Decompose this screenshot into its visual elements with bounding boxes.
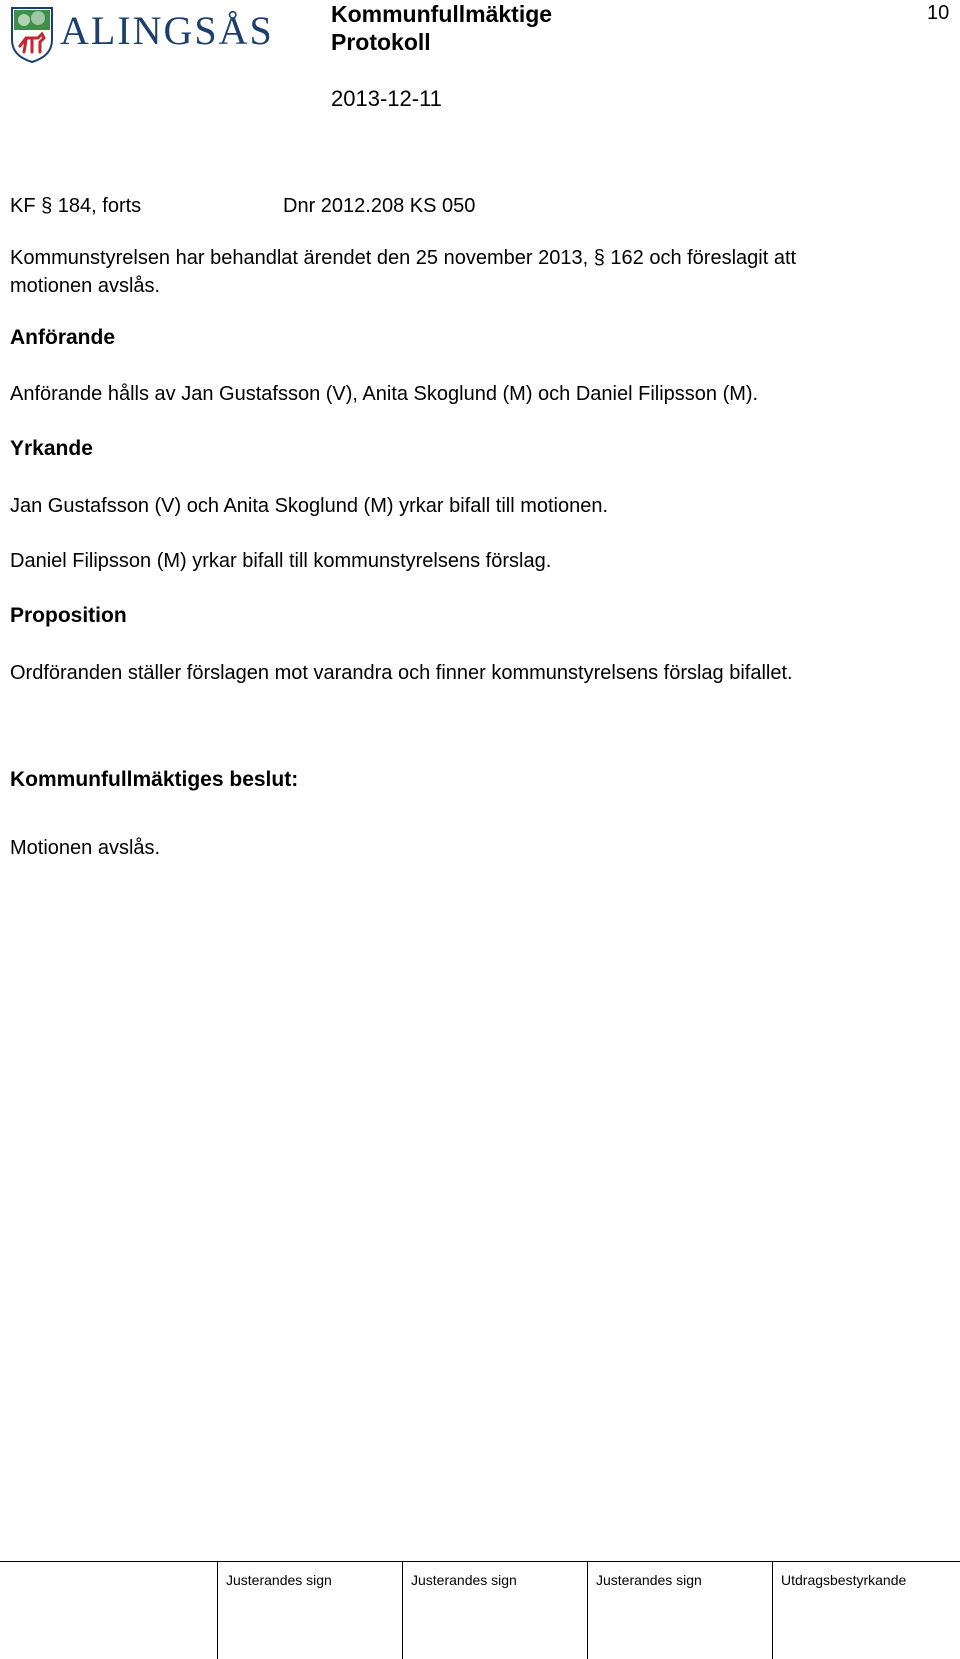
- yrkande-heading: Yrkande: [10, 437, 93, 460]
- alingsas-logo: [10, 6, 290, 64]
- logo-wordmark: ALINGSÅS: [60, 8, 274, 53]
- signature-label: Justerandes sign: [411, 1572, 517, 1588]
- case-reference: KF § 184, forts: [10, 195, 142, 217]
- decision-text: Motionen avslås.: [10, 837, 161, 859]
- signature-label: Justerandes sign: [226, 1572, 332, 1588]
- signature-label: Justerandes sign: [596, 1572, 702, 1588]
- case-dnr: Dnr 2012.208 KS 050: [283, 195, 476, 217]
- meeting-date: 2013-12-11: [331, 86, 442, 111]
- proposition-text: Ordföranden ställer förslagen mot varandra och finner kommunstyrelsens förslag bifallet.: [10, 662, 793, 684]
- header-title: Kommunfullmäktige: [331, 1, 553, 27]
- attestation-label: Utdragsbestyrkande: [781, 1572, 907, 1588]
- coat-of-arms-icon: [10, 6, 54, 64]
- yrkande-text-2: Daniel Filipsson (M) yrkar bifall till kommunstyrelsens förslag.: [10, 550, 552, 572]
- header-subtitle: Protokoll: [331, 29, 431, 55]
- signature-cell-1: [217, 1562, 402, 1659]
- anforande-text: Anförande hålls av Jan Gustafsson (V), Anita Skoglund (M) och Daniel Filipsson (M).: [10, 383, 759, 405]
- intro-text-line2: motionen avslås.: [10, 275, 161, 297]
- signature-cell-3: [587, 1562, 772, 1659]
- attestation-cell: [772, 1562, 960, 1659]
- yrkande-text-1: Jan Gustafsson (V) och Anita Skoglund (M) yrkar bifall till motionen.: [10, 495, 609, 517]
- proposition-heading: Proposition: [10, 604, 127, 627]
- decision-heading: Kommunfullmäktiges beslut:: [10, 768, 299, 791]
- signature-cell-2: [402, 1562, 587, 1659]
- page-number: 10: [927, 2, 950, 24]
- anforande-heading: Anförande: [10, 326, 115, 349]
- intro-text-line1: Kommunstyrelsen har behandlat ärendet den 25 november 2013, § 162 och föreslagit att: [10, 247, 797, 269]
